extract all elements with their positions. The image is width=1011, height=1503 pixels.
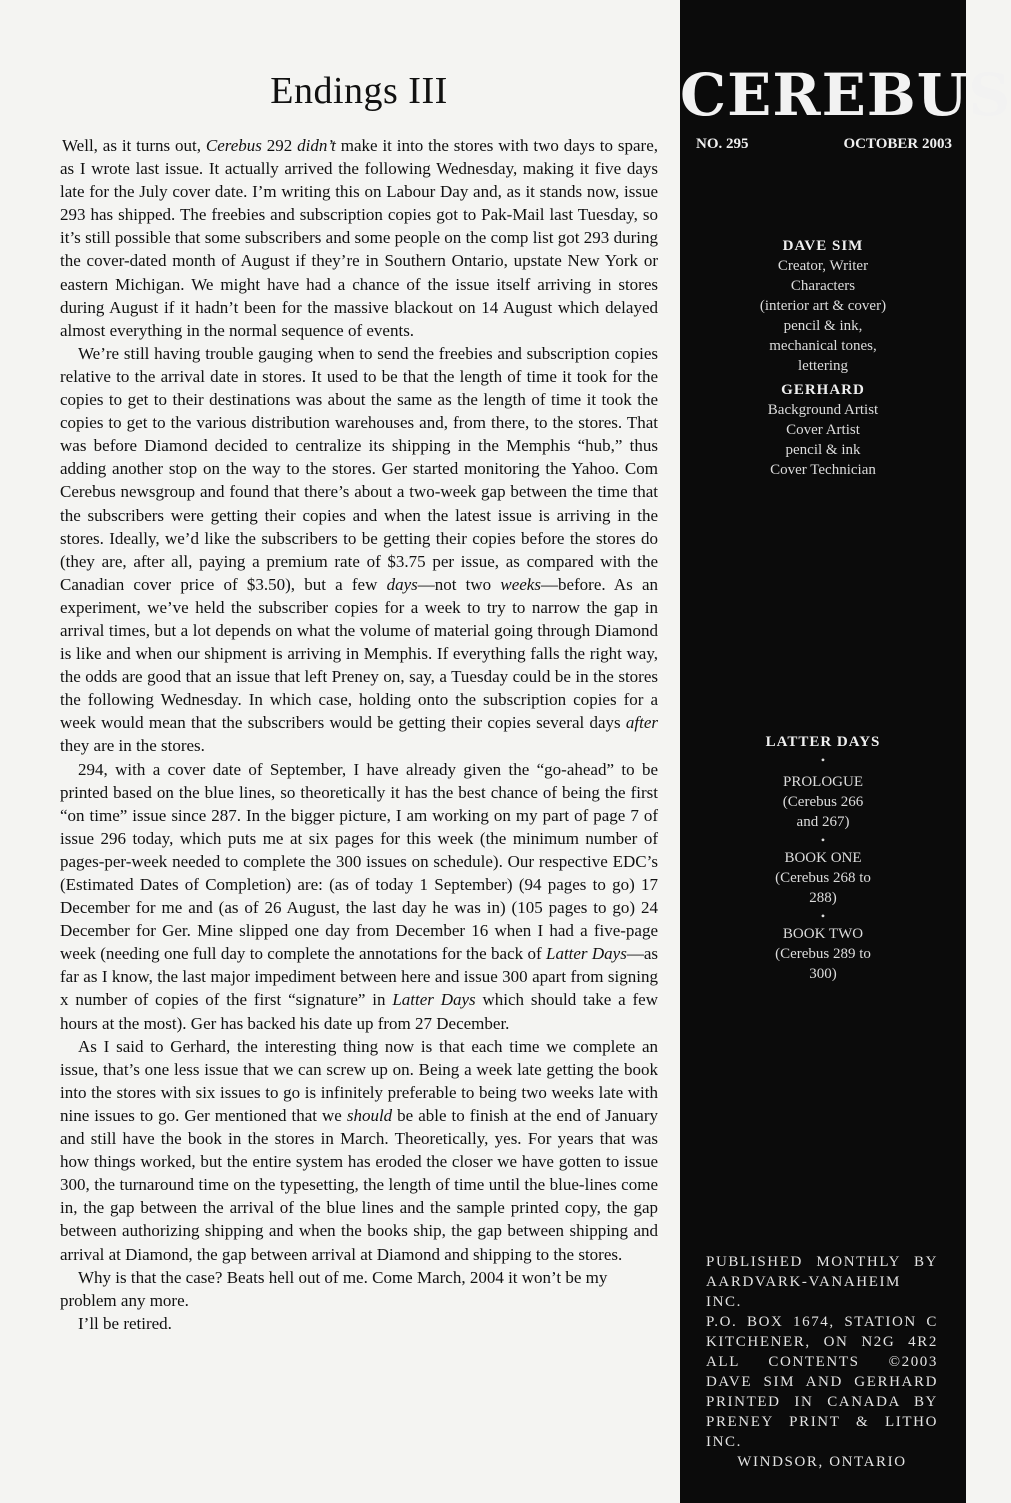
article-paragraph bbox=[60, 1266, 658, 1312]
text-run: —not two bbox=[417, 574, 501, 594]
italic-run: didn’t bbox=[297, 136, 336, 155]
text-run: 294, with a cover date of September, I have already given the “go-ahead” to be printed based on the blue lines, so theoretically it has the best chance of being the first “on time” issue since 287. In the bigger picture, I am working on my part of page 7 of issue 296 today, which puts me at six pages for this week (the minimum number of pages-per-week needed to complete the 300 issues on schedule). Our respective EDC’s (Estimated Dates of Completion) are: (as of today 1 September) (94 pages to go) 17 December for me and (as of 26 August, the last day he was in) (105 pages to go) 24 December for Ger. Mine slipped one day from December 16 when I had a five-page week (needing one full day to complete the annotations for the back of bbox=[60, 759, 658, 964]
credit-name: GERHARD bbox=[781, 382, 865, 398]
italic-run: Latter Days bbox=[545, 944, 627, 964]
publisher-line: KITCHENER, ON N2G 4R2 bbox=[706, 1334, 938, 1350]
latter-days-entry-sub: (Cerebus 266 bbox=[782, 794, 864, 810]
publisher-line: PUBLISHED MONTHLY BY bbox=[706, 1254, 938, 1270]
credit-role: Cover Technician bbox=[770, 462, 876, 478]
credit-dave-sim bbox=[680, 236, 966, 376]
credit-role: pencil & ink, bbox=[783, 318, 863, 334]
italic-run: should bbox=[346, 1105, 393, 1125]
article-paragraph bbox=[60, 1312, 658, 1335]
text-run: —as far as I know, the last major impediment between here and issue 300 apart from signing x number of copies of the first “signature” in bbox=[60, 944, 658, 1010]
publisher-line: AARDVARK-VANAHEIM INC. bbox=[706, 1274, 901, 1310]
article-title: Endings III bbox=[270, 70, 448, 112]
text-run: I’ll be retired. bbox=[78, 1313, 172, 1333]
italic-run: Cerebus bbox=[205, 136, 262, 155]
publisher-line: PRENEY PRINT & LITHO INC. bbox=[706, 1414, 938, 1450]
text-run: which should take a few hours at the most). Ger has backed his date up from 27 December. bbox=[60, 990, 658, 1033]
italic-run: days bbox=[386, 574, 418, 594]
credit-role: Cover Artist bbox=[786, 422, 860, 438]
publisher-line: ALL CONTENTS ©2003 bbox=[706, 1354, 938, 1370]
publisher-info bbox=[706, 1252, 938, 1472]
latter-days-heading: LATTER DAYS bbox=[765, 734, 881, 750]
publisher-line: DAVE SIM AND GERHARD bbox=[706, 1374, 938, 1390]
bullet-icon: • bbox=[820, 909, 826, 923]
credit-role: mechanical tones, bbox=[769, 338, 877, 354]
article bbox=[60, 70, 658, 1335]
publisher-line: PRINTED IN CANADA BY bbox=[706, 1394, 938, 1410]
latter-days-entry-title: PROLOGUE bbox=[782, 774, 863, 790]
latter-days-entry-sub: 300) bbox=[809, 966, 837, 982]
credit-role: Characters bbox=[790, 278, 856, 294]
italic-run: after bbox=[625, 713, 658, 733]
latter-days-entry-title: BOOK TWO bbox=[782, 926, 864, 942]
credit-role: Background Artist bbox=[767, 402, 879, 418]
credit-role: (interior art & cover) bbox=[759, 298, 887, 314]
latter-days-contents bbox=[680, 732, 966, 984]
article-paragraph bbox=[60, 342, 658, 758]
text-run: As I said to Gerhard, the interesting thing now is that each time we complete an issue, that’s one less issue that we can screw up on. Being a week late getting the book into the stores with six issues to go is infinitely preferable to being two weeks late with nine issues to go. Ger mentioned that we bbox=[60, 1036, 658, 1125]
credit-gerhard bbox=[680, 380, 966, 480]
bullet-icon: • bbox=[820, 833, 826, 847]
latter-days-entry-title: BOOK ONE bbox=[784, 850, 862, 866]
text-run: 292 bbox=[261, 136, 298, 155]
text-run: We’re still having trouble gauging when to send the freebies and subscription copies relative to the arrival date in stores. It used to be that the length of time it took for the copies to get to their destinations was about the same as the length of time it took the copies to get to the various distribution warehouses and, from there, to the stores. That was before Diamond decided to centralize its shipping in the Memphis “hub,” thus adding another stop on the way to the stores. Ger started monitoring the Yahoo. Com Cerebus newsgroup and found that there’s about a two-week gap between the time that the subscribers were getting their copies and when the latest issue is arriving in the stores. Ideally, we’d like the subscribers to be getting their copies before the stores do (they are, after all, paying a premium rate of $3.75 per issue, as compared with the Canadian cover price of $3.50), but a few bbox=[60, 343, 658, 594]
article-paragraph bbox=[60, 134, 658, 342]
cerebus-logo: CEREBUS bbox=[680, 61, 1011, 129]
issue-number: NO. 295 bbox=[696, 136, 749, 152]
masthead-sidebar bbox=[680, 0, 1011, 1503]
issue-line bbox=[696, 136, 952, 153]
text-run: they are in the stores. bbox=[60, 736, 205, 756]
italic-run: weeks bbox=[500, 574, 541, 594]
text-run: —before. As an experiment, we’ve held the subscriber copies for a week to try to narrow the gap in arrival times, but a lot depends on what the volume of material going through Diamond is like and when our shipment is arriving in Memphis. If everything falls the right way, the odds are good that an issue that left Preney on, say, a Tuesday could be in the stores the following Wednesday. In which case, holding onto the subscription copies for a week would mean that the subscribers would be getting their copies several days bbox=[60, 574, 659, 733]
article-body bbox=[60, 134, 658, 1335]
italic-run: Latter Days bbox=[392, 990, 476, 1010]
credit-role: lettering bbox=[798, 358, 848, 374]
bullet-icon: • bbox=[820, 753, 826, 767]
credit-name: DAVE SIM bbox=[782, 238, 864, 254]
credit-role: Creator, Writer bbox=[777, 258, 869, 274]
credit-role: pencil & ink bbox=[785, 442, 861, 458]
text-run: Why is that the case? Beats hell out of me. Come March, 2004 it won’t be my problem any more. bbox=[60, 1267, 608, 1310]
text-run: be able to finish at the end of January and still have the book in the stores in March. Theoretically, yes. For years that was how things worked, but the entire system has eroded the closer we have gotten to issue 300, the turnaround time on the typesetting, the length of time until the blue-lines come in, the gap between the arrival of the blue lines and the sample printed copy, the gap between authorizing shipping and when the books ship, the gap between shipping and arrival at Diamond, the gap between arrival at Diamond and shipping to the stores. bbox=[60, 1105, 658, 1264]
latter-days-entry-sub: (Cerebus 289 to bbox=[775, 946, 871, 962]
article-paragraph bbox=[60, 1035, 658, 1266]
latter-days-entry-sub: (Cerebus 268 to bbox=[775, 870, 871, 886]
article-paragraph bbox=[60, 758, 658, 1035]
issue-date: OCTOBER 2003 bbox=[843, 136, 952, 152]
publisher-line: WINDSOR, ONTARIO bbox=[737, 1454, 907, 1470]
latter-days-entry-sub: and 267) bbox=[796, 814, 850, 830]
text-run: Well, as it turns out, bbox=[62, 136, 206, 155]
latter-days-entry-sub: 288) bbox=[809, 890, 837, 906]
text-run: make it into the stores with two days to spare, as I wrote last issue. It actually arrived the following Wednesday, making it five days late for the July cover date. I’m writing this on Labour Day and, as it stands now, issue 293 has shipped. The freebies and subscription copies got to Pak-Mail last Tuesday, so it’s still possible that some subscribers and some people on the comp list got 293 during the cover-dated month of August if they’re in Southern Ontario, upstate New York or eastern Michigan. We might have had a chance of the issue itself arriving in stores during August if it hadn’t been for the massive blackout on 14 August which delayed almost everything in the normal sequence of events. bbox=[60, 136, 658, 340]
publisher-line: P.O. BOX 1674, STATION C bbox=[706, 1314, 938, 1330]
